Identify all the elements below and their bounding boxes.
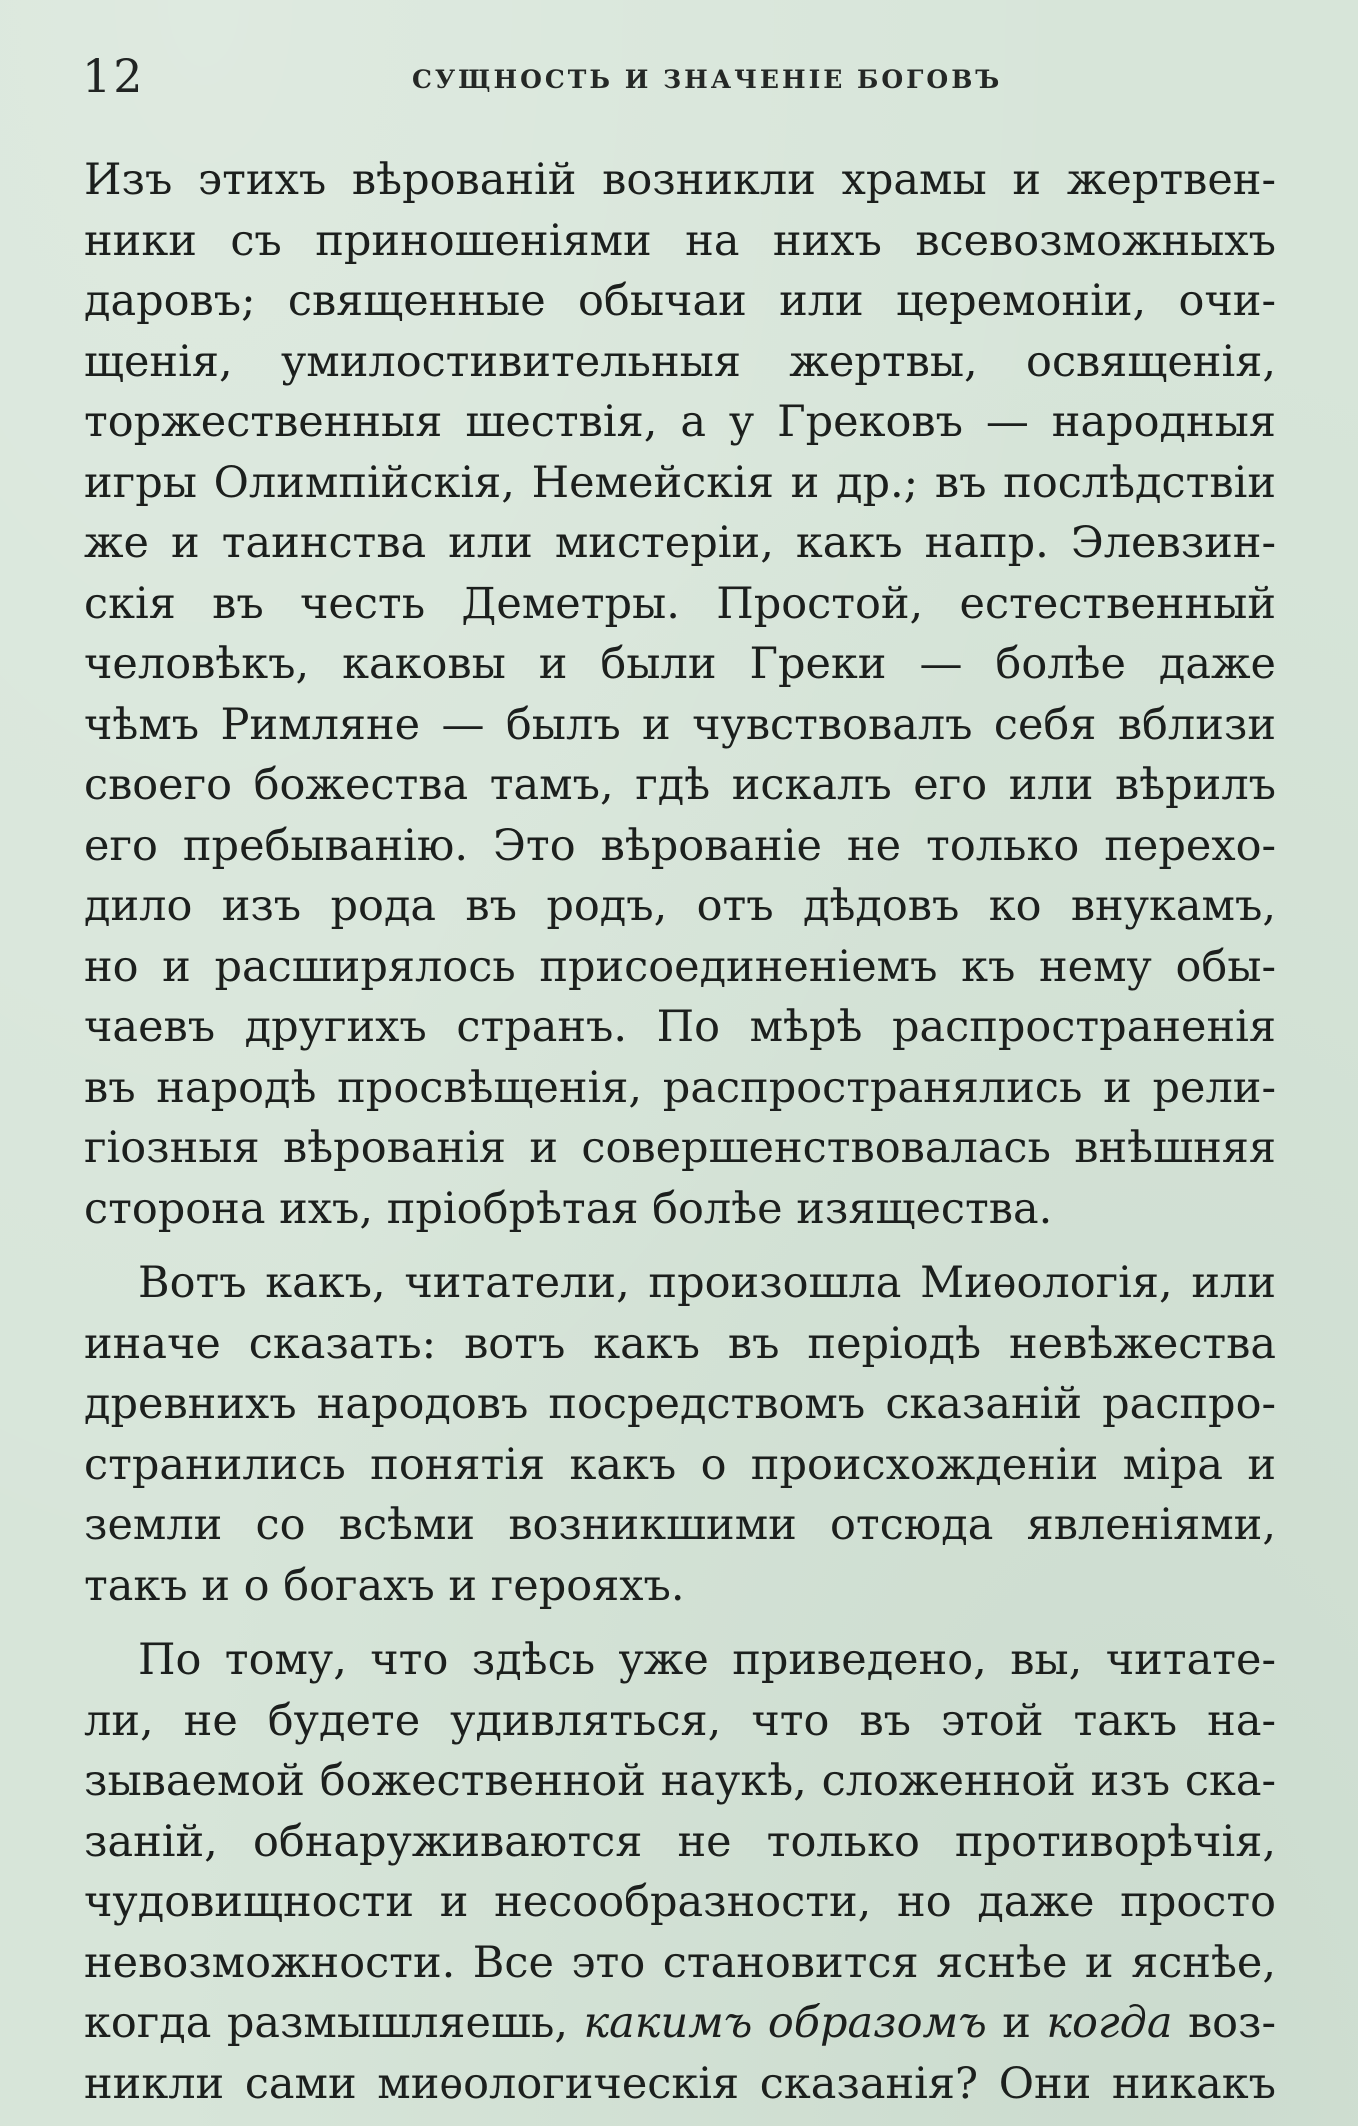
text-line: зываемой божественной наукѣ, сложенной изъ ска-: [84, 1756, 1276, 1806]
paragraph-gap: [84, 1616, 1276, 1630]
text-line: своего божества тамъ, гдѣ искалъ его или вѣрилъ: [84, 760, 1276, 810]
paragraph-2: [84, 1253, 1276, 1616]
text-line: въ народѣ просвѣщенія, распространялись и рели-: [84, 1062, 1276, 1113]
text-line: заній, обнаруживаются не только противорѣчія,: [84, 1816, 1276, 1867]
text-line: никли сами миѳологическія сказанія? Они никакъ: [84, 2058, 1276, 2109]
text-line: сторона ихъ, пріобрѣтая болѣе изящества.: [84, 1183, 1053, 1234]
text-line: гіозныя вѣрованія и совершенствовалась внѣшняя: [84, 1123, 1276, 1173]
text-line: По тому, что здѣсь уже приведено, вы, читате-: [138, 1635, 1276, 1685]
text-line: его пребыванію. Это вѣрованіе не только перехо-: [84, 820, 1276, 871]
text-line: торжественныя шествія, а у Грековъ — народныя: [84, 397, 1276, 447]
line-segment: воз-: [1187, 1998, 1276, 2048]
emphasis-text: какимъ образомъ: [583, 1998, 987, 2048]
text-line: земли со всѣми возникшими отсюда явленіями,: [84, 1500, 1276, 1550]
text-line: чаевъ другихъ странъ. По мѣрѣ распространенія: [84, 1002, 1276, 1052]
text-line: странились понятія какъ о происхожденіи міра и: [84, 1439, 1276, 1490]
text-line: чудовищности и несообразности, но даже просто: [84, 1877, 1276, 1927]
text-line: иначе сказать: вотъ какъ въ періодѣ невѣжества: [84, 1318, 1276, 1369]
emphasis-text: когда: [1046, 1998, 1173, 2048]
line-segment: и: [1002, 1998, 1031, 2048]
text-line: же и таинства или мистеріи, какъ напр. Элевзин-: [84, 518, 1276, 568]
text-line: невозможности. Все это становится яснѣе и яснѣе,: [84, 1937, 1276, 1988]
body-text: [84, 150, 1276, 2114]
text-line: но и расширялось присоединеніемъ къ нему обы-: [84, 941, 1276, 992]
text-line: игры Олимпійскія, Немейскія и др.; въ послѣдствіи: [84, 457, 1276, 508]
running-head: [82, 46, 1278, 106]
page-number: 12: [82, 49, 145, 103]
text-line: человѣкъ, каковы и были Греки — болѣе даже: [84, 639, 1276, 689]
text-line: древнихъ народовъ посредствомъ сказаній распро-: [84, 1379, 1276, 1429]
text-line: скія въ честь Деметры. Простой, естественный: [84, 578, 1276, 629]
paragraph-1: [84, 150, 1276, 1239]
text-line: чѣмъ Римляне — былъ и чувствовалъ себя вблизи: [84, 699, 1276, 750]
text-line: ники съ приношеніями на нихъ всевозможныхъ: [84, 215, 1276, 266]
line-segment: когда размышляешь,: [84, 1998, 569, 2048]
text-line: такъ и о богахъ и герояхъ.: [84, 1560, 685, 1611]
paragraph-3: [84, 1630, 1276, 2114]
text-line: щенія, умилостивительныя жертвы, освященія,: [84, 336, 1276, 387]
text-line: дило изъ рода въ родъ, отъ дѣдовъ ко внукамъ,: [84, 881, 1276, 931]
text-line: ли, не будете удивляться, что въ этой такъ на-: [84, 1695, 1276, 1746]
text-line-with-emphasis: [84, 1993, 1276, 2054]
text-line: даровъ; священные обычаи или церемоніи, очи-: [84, 276, 1276, 326]
running-title: СУЩНОСТЬ И ЗНАЧЕНІЕ БОГОВЪ: [412, 65, 1003, 94]
paragraph-gap: [84, 1239, 1276, 1253]
text-line: Изъ этихъ вѣрованій возникли храмы и жертвен-: [84, 155, 1276, 205]
text-line: Вотъ какъ, читатели, произошла Миѳологія, или: [138, 1258, 1276, 1308]
